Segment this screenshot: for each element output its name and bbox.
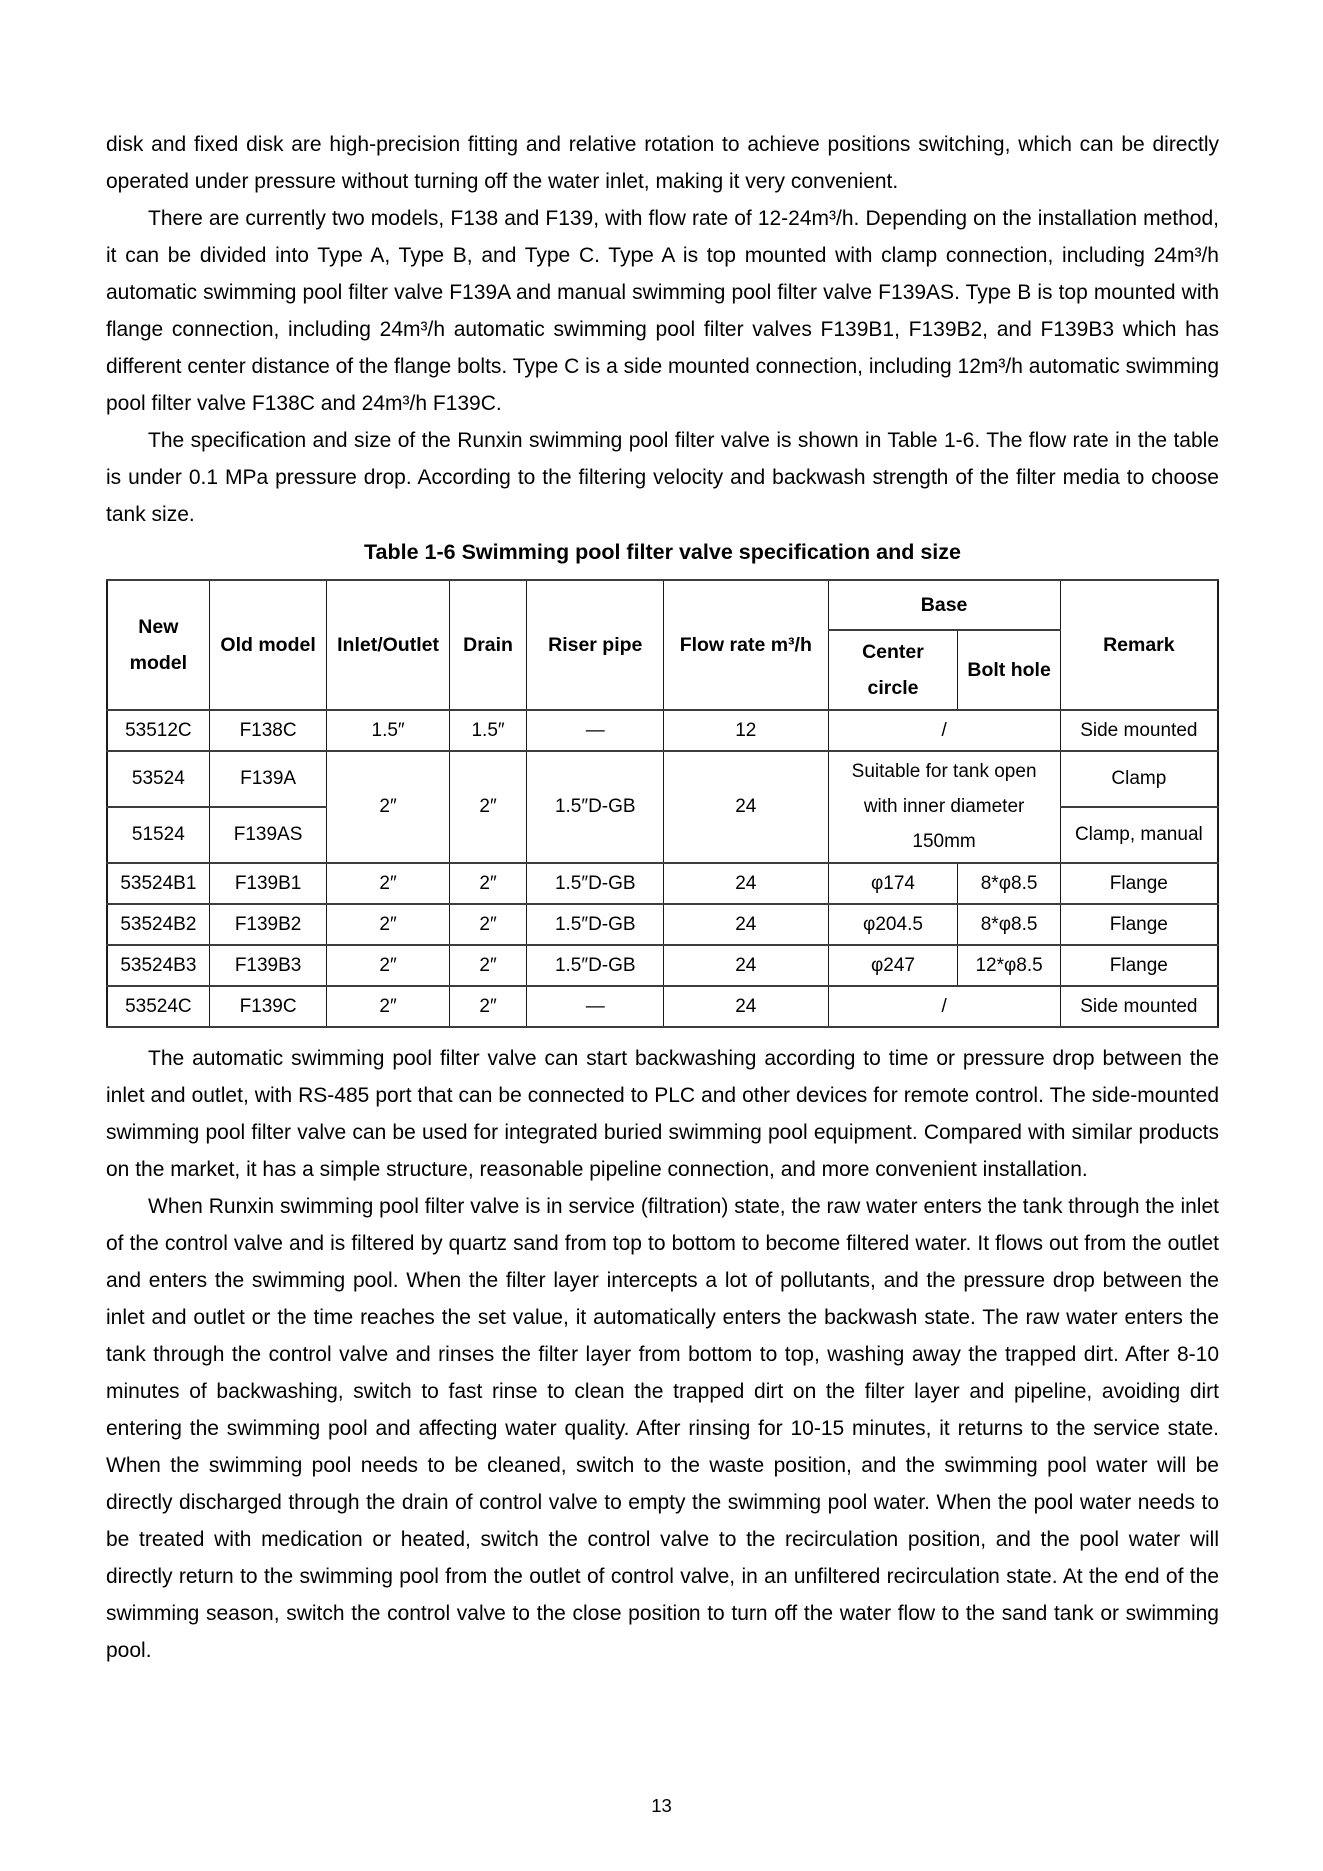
cell-riser-pipe: 1.5″D-GB <box>527 945 664 986</box>
cell-base: / <box>828 986 1060 1027</box>
paragraph-backwashing: The automatic swimming pool filter valve can start backwashing according to time or pressure drop between the inlet and outlet, with RS-485 port that can be connected to PLC and other devices for remote control. The side-mounted swimming pool filter valve can be used for integrated buried swimming pool equipment. Compared with similar products on the market, it has a simple structure, reasonable pipeline connection, and more convenient installation. <box>106 1047 1219 1182</box>
header-center-circle: Center circle <box>828 630 958 710</box>
cell-drain: 2″ <box>449 945 527 986</box>
cell-inlet-outlet: 2″ <box>327 986 449 1027</box>
paragraph-intro: disk and fixed disk are high-precision fitting and relative rotation to achieve positions switching, which can be directly operated under pressure without turning off the water inlet, making it very convenient. <box>106 133 1219 193</box>
header-base: Base <box>828 580 1060 630</box>
cell-base: Suitable for tank open with inner diameter 150mm <box>828 751 1060 862</box>
table-row <box>107 904 1218 945</box>
cell-inlet-outlet: 2″ <box>327 904 449 945</box>
header-drain: Drain <box>449 580 527 710</box>
spec-table <box>106 579 1219 1028</box>
header-riser-pipe: Riser pipe <box>527 580 664 710</box>
cell-base: / <box>828 710 1060 751</box>
cell-center-circle: φ247 <box>828 945 958 986</box>
cell-inlet-outlet: 1.5″ <box>327 710 449 751</box>
cell-new-model: 53524B3 <box>107 945 209 986</box>
cell-flow-rate: 12 <box>664 710 828 751</box>
cell-riser-pipe: — <box>527 986 664 1027</box>
paragraph-service-states: When Runxin swimming pool filter valve is in service (filtration) state, the raw water enters the tank through the inlet of the control valve and is filtered by quartz sand from top to bottom to become filtered water. It flows out from the outlet and enters the swimming pool. When the filter layer intercepts a lot of pollutants, and the pressure drop between the inlet and outlet or the time reaches the set value, it automatically enters the backwash state. The raw water enters the tank through the control valve and rinses the filter layer from bottom to top, washing away the trapped dirt. After 8-10 minutes of backwashing, switch to fast rinse to clean the trapped dirt on the filter layer and pipeline, avoiding dirt entering the swimming pool and affecting water quality. After rinsing for 10-15 minutes, it returns to the service state. When the swimming pool needs to be cleaned, switch to the waste position, and the swimming pool water will be directly discharged through the drain of control valve to empty the swimming pool water. When the pool water needs to be treated with medication or heated, switch the control valve to the recirculation position, and the pool water will directly return to the swimming pool from the outlet of control valve, in an unfiltered recirculation state. At the end of the swimming season, switch the control valve to the close position to turn off the water flow to the sand tank or swimming pool. <box>106 1195 1219 1663</box>
cell-old-model: F139B1 <box>209 863 327 904</box>
header-bolt-hole: Bolt hole <box>958 630 1060 710</box>
cell-old-model: F139AS <box>209 807 327 863</box>
header-new-model: New model <box>107 580 209 710</box>
cell-remark: Clamp, manual <box>1060 807 1218 863</box>
cell-inlet-outlet: 2″ <box>327 751 449 862</box>
cell-old-model: F139C <box>209 986 327 1027</box>
cell-new-model: 53524C <box>107 986 209 1027</box>
paragraph-specification: The specification and size of the Runxin swimming pool filter valve is shown in Table 1-6. The flow rate in the table is under 0.1 MPa pressure drop. According to the filtering velocity and backwash strength of the filter media to choose tank size. <box>106 429 1219 526</box>
cell-riser-pipe: 1.5″D-GB <box>527 863 664 904</box>
cell-riser-pipe: 1.5″D-GB <box>527 904 664 945</box>
cell-center-circle: φ204.5 <box>828 904 958 945</box>
cell-remark: Flange <box>1060 945 1218 986</box>
table-row <box>107 986 1218 1027</box>
cell-remark: Flange <box>1060 863 1218 904</box>
cell-new-model: 51524 <box>107 807 209 863</box>
cell-bolt-hole: 8*φ8.5 <box>958 904 1060 945</box>
cell-flow-rate: 24 <box>664 863 828 904</box>
cell-drain: 1.5″ <box>449 710 527 751</box>
table-row <box>107 710 1218 751</box>
cell-flow-rate: 24 <box>664 751 828 862</box>
header-flow-rate: Flow rate m³/h <box>664 580 828 710</box>
header-inlet-outlet: Inlet/Outlet <box>327 580 449 710</box>
table-row <box>107 945 1218 986</box>
cell-new-model: 53524B2 <box>107 904 209 945</box>
header-old-model: Old model <box>209 580 327 710</box>
cell-remark: Clamp <box>1060 751 1218 807</box>
page-number: 13 <box>651 1795 672 1816</box>
cell-remark: Side mounted <box>1060 710 1218 751</box>
cell-bolt-hole: 12*φ8.5 <box>958 945 1060 986</box>
cell-drain: 2″ <box>449 751 527 862</box>
cell-drain: 2″ <box>449 863 527 904</box>
cell-new-model: 53524 <box>107 751 209 807</box>
cell-old-model: F139B2 <box>209 904 327 945</box>
cell-inlet-outlet: 2″ <box>327 863 449 904</box>
cell-riser-pipe: 1.5″D-GB <box>527 751 664 862</box>
table-row <box>107 751 1218 807</box>
cell-remark: Flange <box>1060 904 1218 945</box>
cell-drain: 2″ <box>449 904 527 945</box>
cell-old-model: F139A <box>209 751 327 807</box>
table-row <box>107 863 1218 904</box>
header-remark: Remark <box>1060 580 1218 710</box>
cell-new-model: 53524B1 <box>107 863 209 904</box>
cell-flow-rate: 24 <box>664 945 828 986</box>
cell-flow-rate: 24 <box>664 986 828 1027</box>
cell-remark: Side mounted <box>1060 986 1218 1027</box>
cell-new-model: 53512C <box>107 710 209 751</box>
cell-drain: 2″ <box>449 986 527 1027</box>
cell-center-circle: φ174 <box>828 863 958 904</box>
cell-old-model: F139B3 <box>209 945 327 986</box>
cell-riser-pipe: — <box>527 710 664 751</box>
cell-inlet-outlet: 2″ <box>327 945 449 986</box>
cell-flow-rate: 24 <box>664 904 828 945</box>
table-caption: Table 1-6 Swimming pool filter valve specification and size <box>364 540 961 564</box>
cell-bolt-hole: 8*φ8.5 <box>958 863 1060 904</box>
cell-old-model: F138C <box>209 710 327 751</box>
paragraph-models: There are currently two models, F138 and F139, with flow rate of 12-24m³/h. Depending on the installation method, it can be divided into Type A, Type B, and Type C. Type A is top mounted with clamp connection, including 24m³/h automatic swimming pool filter valve F139A and manual swimming pool filter valve F139AS. Type B is top mounted with flange connection, including 24m³/h automatic swimming pool filter valves F139B1, F139B2, and F139B3 which has different center distance of the flange bolts. Type C is a side mounted connection, including 12m³/h automatic swimming pool filter valve F138C and 24m³/h F139C. <box>106 207 1219 415</box>
